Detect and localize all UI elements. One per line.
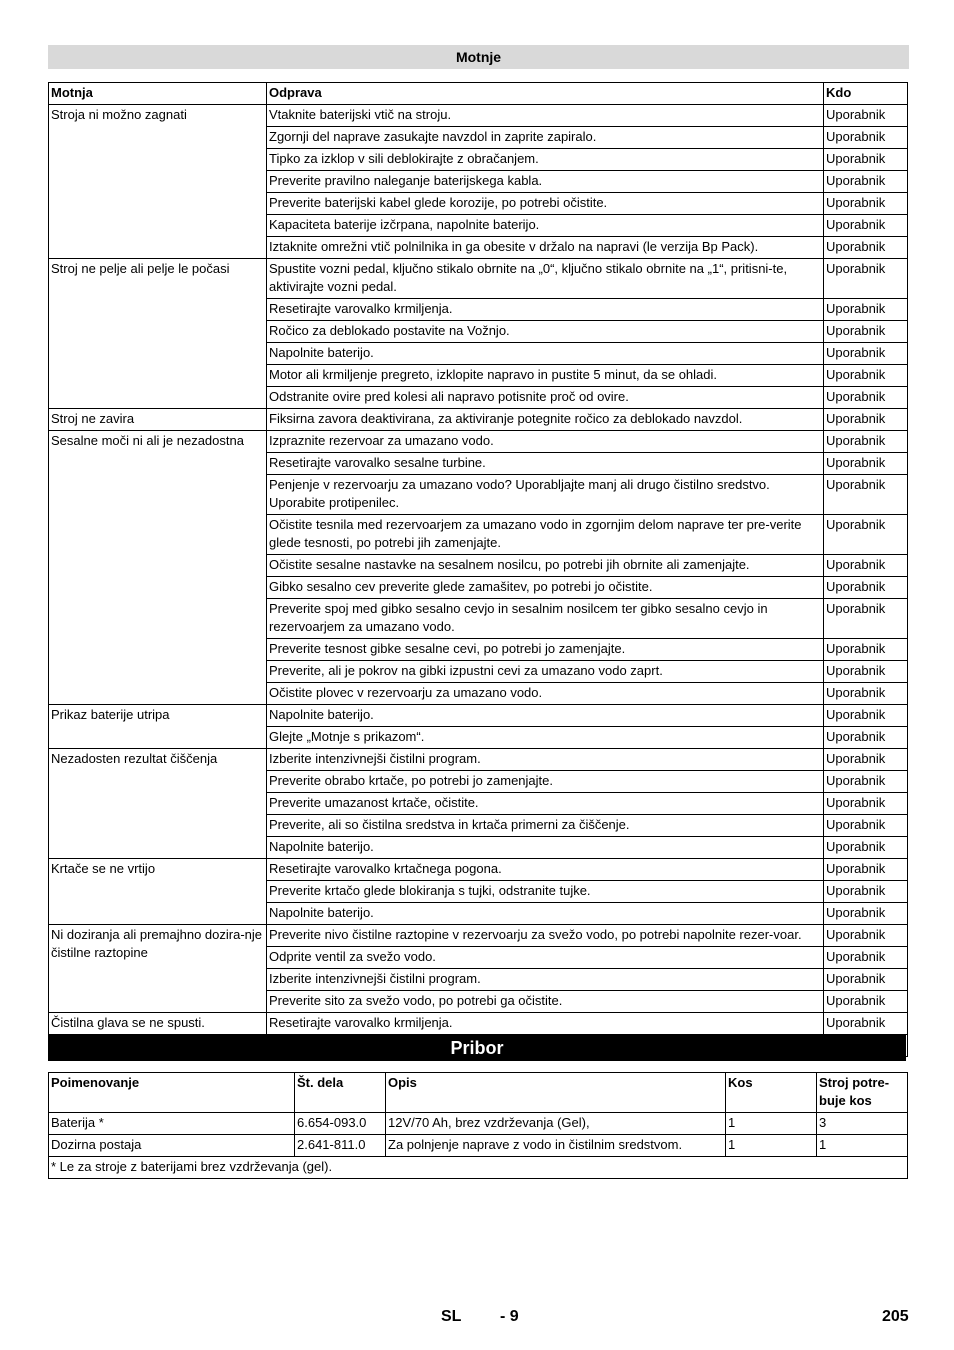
who-cell: Uporabnik <box>824 1013 908 1035</box>
remedy-cell: Gibko sesalno cev preverite glede zamašitev, po potrebi jo očistite. <box>267 577 824 599</box>
header-opis: Opis <box>386 1073 726 1113</box>
remedy-cell: Preverite spoj med gibko sesalno cevjo in sesalnim nosilcem ter gibko sesalno cevjo in rezervoarjem za umazano vodo. <box>267 599 824 639</box>
table-row <box>49 1135 908 1157</box>
section-title: Motnje <box>48 45 909 69</box>
remedy-cell: Preverite nivo čistilne raztopine v rezervoarju za svežo vodo, po potrebi napolnite rezer-voar. <box>267 925 824 947</box>
who-cell: Uporabnik <box>824 321 908 343</box>
fault-cell: Sesalne moči ni ali je nezadostna <box>49 431 267 705</box>
accessory-cell: Dozirna postaja <box>49 1135 295 1157</box>
fault-cell: Stroj ne pelje ali pelje le počasi <box>49 259 267 409</box>
remedy-cell: Preverite umazanost krtače, očistite. <box>267 793 824 815</box>
accessory-cell: 12V/70 Ah, brez vzdrževanja (Gel), <box>386 1113 726 1135</box>
who-cell: Uporabnik <box>824 215 908 237</box>
remedy-cell: Izberite intenzivnejši čistilni program. <box>267 749 824 771</box>
table-row <box>49 1113 908 1135</box>
who-cell: Uporabnik <box>824 237 908 259</box>
who-cell: Uporabnik <box>824 387 908 409</box>
remedy-cell: Napolnite baterijo. <box>267 837 824 859</box>
fault-cell: Stroja ni možno zagnati <box>49 105 267 259</box>
remedy-cell: Preverite baterijski kabel glede korozije, po potrebi očistite. <box>267 193 824 215</box>
remedy-cell: Odprite ventil za svežo vodo. <box>267 947 824 969</box>
accessory-cell: 3 <box>817 1113 908 1135</box>
who-cell: Uporabnik <box>824 409 908 431</box>
who-cell: Uporabnik <box>824 453 908 475</box>
footer-page-number: 205 <box>882 1308 909 1325</box>
who-cell: Uporabnik <box>824 859 908 881</box>
remedy-cell: Preverite sito za svežo vodo, po potrebi ga očistite. <box>267 991 824 1013</box>
table-row <box>49 859 908 881</box>
who-cell: Uporabnik <box>824 881 908 903</box>
header-kdo: Kdo <box>824 83 908 105</box>
accessory-cell: 1 <box>817 1135 908 1157</box>
footer-local-page: - 9 <box>500 1308 519 1325</box>
table-row <box>49 105 908 127</box>
accessory-table <box>48 1072 908 1179</box>
header-poimenovanje: Poimenovanje <box>49 1073 295 1113</box>
who-cell: Uporabnik <box>824 475 908 515</box>
remedy-cell: Preverite, ali so čistilna sredstva in krtača primerni za čiščenje. <box>267 815 824 837</box>
remedy-cell: Spustite vozni pedal, ključno stikalo obrnite na „0“, ključno stikalo obrnite na „1“, pritisni-te, aktivirajte vozni pedal. <box>267 259 824 299</box>
remedy-cell: Očistite tesnila med rezervoarjem za umazano vodo in zgornjim delom naprave ter pre-verite glede tesnosti, po potrebi jih zamenjajte. <box>267 515 824 555</box>
remedy-cell: Resetirajte varovalko krmiljenja. <box>267 299 824 321</box>
remedy-cell: Preverite, ali je pokrov na gibki izpustni cevi za umazano vodo zaprt. <box>267 661 824 683</box>
who-cell: Uporabnik <box>824 683 908 705</box>
header-kos: Kos <box>726 1073 817 1113</box>
who-cell: Uporabnik <box>824 749 908 771</box>
table-row <box>49 749 908 771</box>
who-cell: Uporabnik <box>824 991 908 1013</box>
remedy-cell: Preverite krtačo glede blokiranja s tujki, odstranite tujke. <box>267 881 824 903</box>
table-row <box>49 259 908 299</box>
fault-table <box>48 82 908 1057</box>
who-cell: Uporabnik <box>824 599 908 639</box>
remedy-cell: Preverite pravilno naleganje baterijskega kabla. <box>267 171 824 193</box>
fault-cell: Nezadosten rezultat čiščenja <box>49 749 267 859</box>
remedy-cell: Preverite obrabo krtače, po potrebi jo zamenjajte. <box>267 771 824 793</box>
who-cell: Uporabnik <box>824 727 908 749</box>
who-cell: Uporabnik <box>824 171 908 193</box>
table-row <box>49 409 908 431</box>
header-st-dela: Št. dela <box>295 1073 386 1113</box>
remedy-cell: Očistite sesalne nastavke na sesalnem nosilcu, po potrebi jih obrnite ali zamenjajte. <box>267 555 824 577</box>
accessory-title: Pribor <box>48 1035 906 1061</box>
header-motnja: Motnja <box>49 83 267 105</box>
remedy-cell: Vtaknite baterijski vtič na stroju. <box>267 105 824 127</box>
remedy-cell: Glejte „Motnje s prikazom“. <box>267 727 824 749</box>
fault-cell: Prikaz baterije utripa <box>49 705 267 749</box>
remedy-cell: Kapaciteta baterije izčrpana, napolnite baterijo. <box>267 215 824 237</box>
footnote-row <box>49 1157 908 1179</box>
who-cell: Uporabnik <box>824 365 908 387</box>
remedy-cell: Resetirajte varovalko sesalne turbine. <box>267 453 824 475</box>
accessory-cell: 1 <box>726 1135 817 1157</box>
who-cell: Uporabnik <box>824 925 908 947</box>
who-cell: Uporabnik <box>824 343 908 365</box>
table-row <box>49 925 908 947</box>
who-cell: Uporabnik <box>824 105 908 127</box>
who-cell: Uporabnik <box>824 771 908 793</box>
who-cell: Uporabnik <box>824 431 908 453</box>
who-cell: Uporabnik <box>824 903 908 925</box>
footnote: * Le za stroje z baterijami brez vzdrževanja (gel). <box>49 1157 908 1179</box>
remedy-cell: Izpraznite rezervoar za umazano vodo. <box>267 431 824 453</box>
who-cell: Uporabnik <box>824 127 908 149</box>
accessory-cell: 6.654-093.0 <box>295 1113 386 1135</box>
table-row <box>49 705 908 727</box>
remedy-cell: Izberite intenzivnejši čistilni program. <box>267 969 824 991</box>
header-odprava: Odprava <box>267 83 824 105</box>
who-cell: Uporabnik <box>824 299 908 321</box>
table-row <box>49 1013 908 1035</box>
accessory-cell: 1 <box>726 1113 817 1135</box>
who-cell: Uporabnik <box>824 969 908 991</box>
fault-cell: Stroj ne zavira <box>49 409 267 431</box>
remedy-cell: Napolnite baterijo. <box>267 343 824 365</box>
who-cell: Uporabnik <box>824 815 908 837</box>
accessory-cell: Baterija * <box>49 1113 295 1135</box>
who-cell: Uporabnik <box>824 193 908 215</box>
who-cell: Uporabnik <box>824 793 908 815</box>
remedy-cell: Motor ali krmiljenje pregreto, izklopite napravo in pustite 5 minut, da se ohladi. <box>267 365 824 387</box>
header-stroj-potrebuje: Stroj potre-buje kos <box>817 1073 908 1113</box>
who-cell: Uporabnik <box>824 515 908 555</box>
remedy-cell: Tipko za izklop v sili deblokirajte z obračanjem. <box>267 149 824 171</box>
table-row <box>49 431 908 453</box>
remedy-cell: Resetirajte varovalko krtačnega pogona. <box>267 859 824 881</box>
remedy-cell: Fiksirna zavora deaktivirana, za aktiviranje potegnite ročico za deblokado navzdol. <box>267 409 824 431</box>
who-cell: Uporabnik <box>824 555 908 577</box>
remedy-cell: Odstranite ovire pred kolesi ali napravo potisnite proč od ovire. <box>267 387 824 409</box>
who-cell: Uporabnik <box>824 705 908 727</box>
fault-cell: Ni doziranja ali premajhno dozira-nje čistilne raztopine <box>49 925 267 1013</box>
who-cell: Uporabnik <box>824 149 908 171</box>
who-cell: Uporabnik <box>824 837 908 859</box>
remedy-cell: Zgornji del naprave zasukajte navzdol in zaprite zapiralo. <box>267 127 824 149</box>
remedy-cell: Penjenje v rezervoarju za umazano vodo? Uporabljajte manj ali drugo čistilno sredstvo. Uporabite protipenilec. <box>267 475 824 515</box>
who-cell: Uporabnik <box>824 947 908 969</box>
accessory-cell: Za polnjenje naprave z vodo in čistilnim sredstvom. <box>386 1135 726 1157</box>
who-cell: Uporabnik <box>824 639 908 661</box>
who-cell: Uporabnik <box>824 577 908 599</box>
fault-cell: Krtače se ne vrtijo <box>49 859 267 925</box>
remedy-cell: Ročico za deblokado postavite na Vožnjo. <box>267 321 824 343</box>
remedy-cell: Očistite plovec v rezervoarju za umazano vodo. <box>267 683 824 705</box>
remedy-cell: Preverite tesnost gibke sesalne cevi, po potrebi jo zamenjajte. <box>267 639 824 661</box>
who-cell: Uporabnik <box>824 661 908 683</box>
remedy-cell: Resetirajte varovalko krmiljenja. <box>267 1013 824 1035</box>
remedy-cell: Napolnite baterijo. <box>267 705 824 727</box>
fault-cell: Čistilna glava se ne spusti. <box>49 1013 267 1035</box>
footer-language: SL <box>441 1308 462 1325</box>
remedy-cell: Napolnite baterijo. <box>267 903 824 925</box>
remedy-cell: Iztaknite omrežni vtič polnilnika in ga obesite v držalo na napravi (le verzija Bp Pack). <box>267 237 824 259</box>
who-cell: Uporabnik <box>824 259 908 299</box>
accessory-cell: 2.641-811.0 <box>295 1135 386 1157</box>
